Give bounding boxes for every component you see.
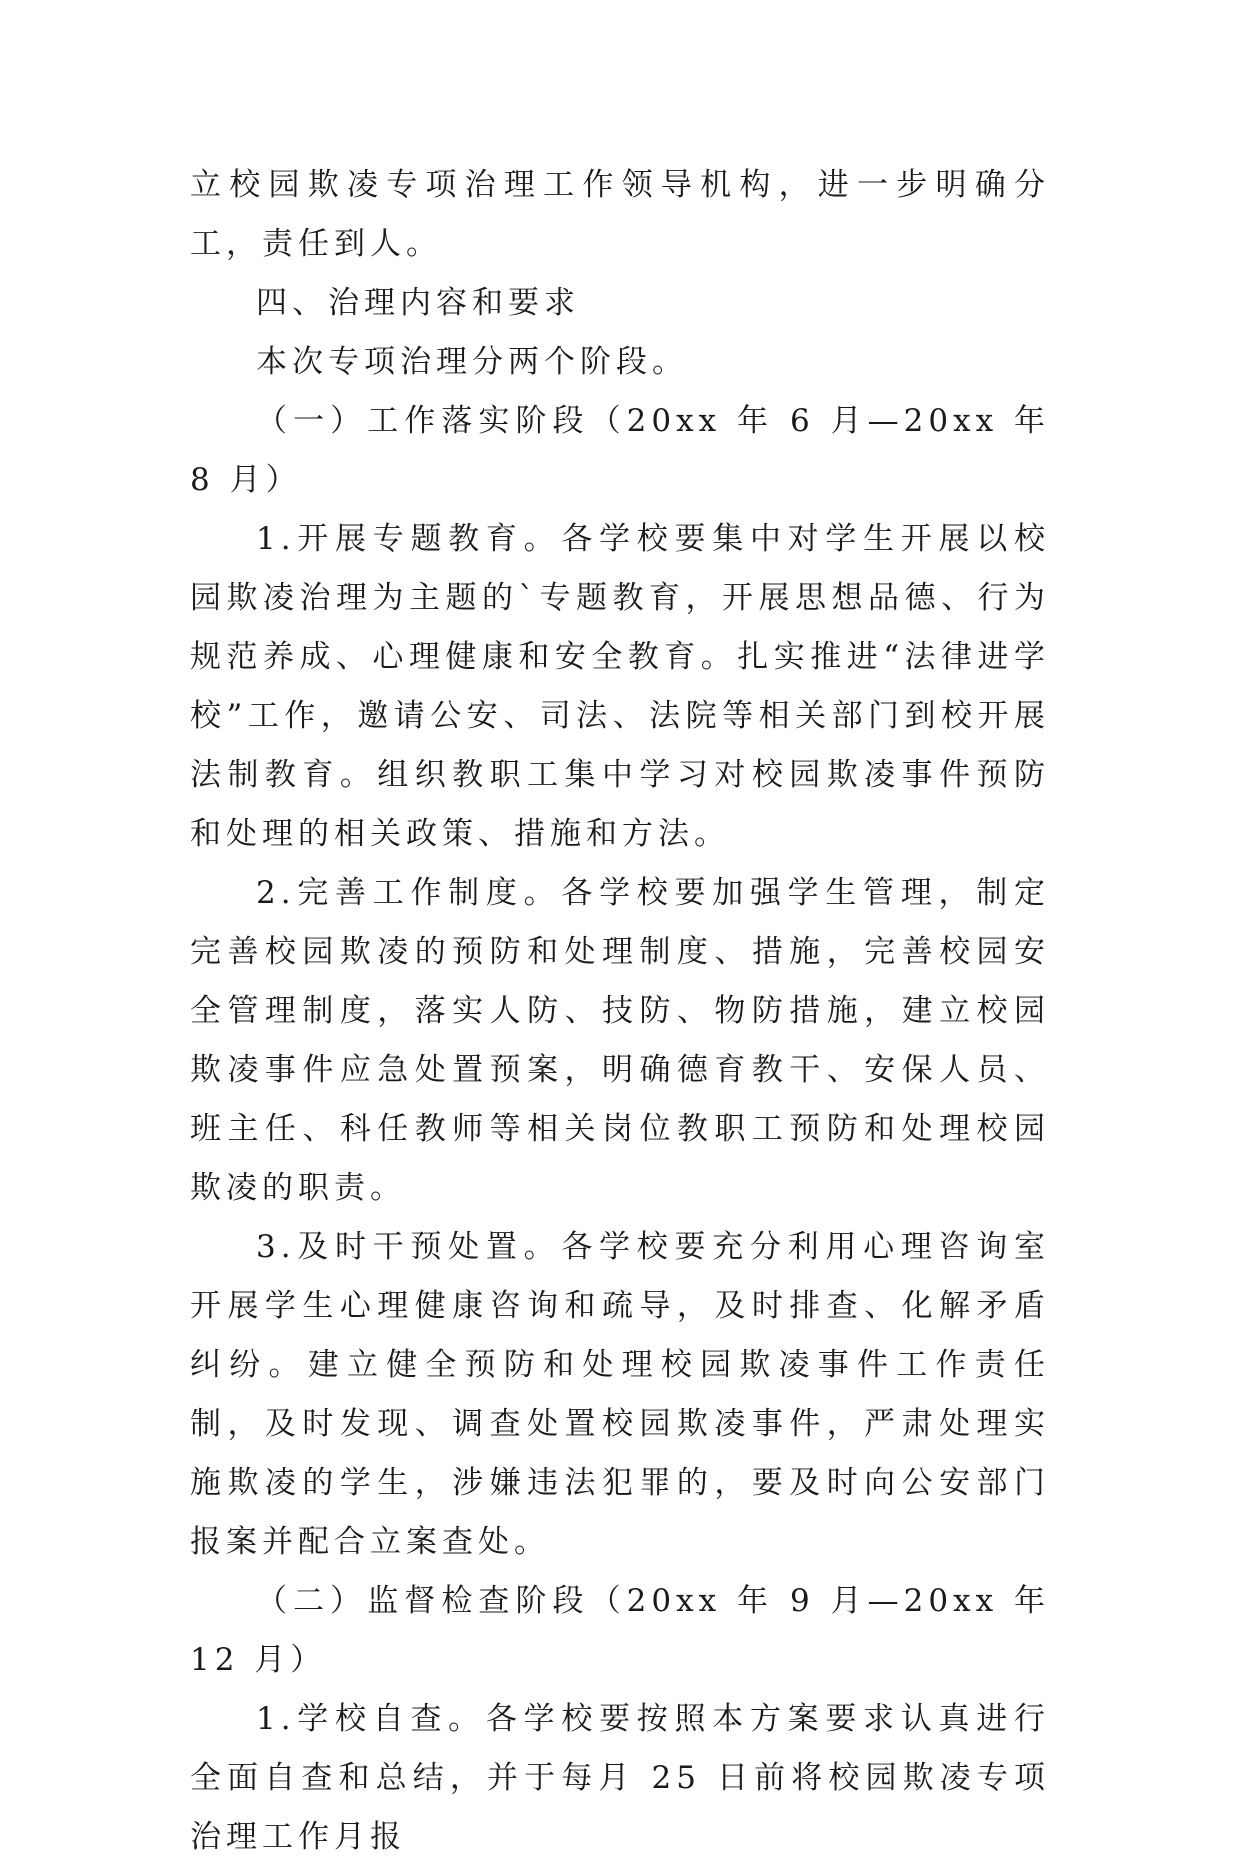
paragraph-item-2-system: 2.完善工作制度。各学校要加强学生管理，制定完善校园欺凌的预防和处理制度、措施，完善校园安全管理制度，落实人防、技防、物防措施，建立校园欺凌事件应急处置预案，明确德育教干、安保人员、班主任、科任教师等相关岗位教职工预防和处理校园欺凌的职责。: [190, 875, 1050, 1206]
paragraph-stages-intro: 本次专项治理分两个阶段。: [256, 344, 688, 380]
paragraph-item-3-intervention: 3.及时干预处置。各学校要充分利用心理咨询室开展学生心理健康咨询和疏导，及时排查、化解矛盾纠纷。建立健全预防和处理校园欺凌事件工作责任制，及时发现、调查处置校园欺凌事件，严肃处理实施欺凌的学生，涉嫌违法犯罪的，要及时向公安部门报案并配合立案查处。: [190, 1229, 1050, 1560]
section-heading-four: 四、治理内容和要求: [256, 285, 580, 321]
paragraph-item-1-education: 1.开展专题教育。各学校要集中对学生开展以校园欺凌治理为主题的`专题教育，开展思想品德、行为规范养成、心理健康和安全教育。扎实推进“法律进学校”工作，邀请公安、司法、法院等相关部门到校开展法制教育。组织教职工集中学习对校园欺凌事件预防和处理的相关政策、措施和方法。: [190, 521, 1050, 852]
subheading-stage-one: （一）工作落实阶段（20xx 年 6 月—20xx 年 8 月）: [190, 403, 1050, 498]
paragraph-item-1-self-check: 1.学校自查。各学校要按照本方案要求认真进行全面自查和总结，并于每月 25 日前将校园欺凌专项治理工作月报: [190, 1701, 1050, 1855]
subheading-stage-two: （二）监督检查阶段（20xx 年 9 月—20xx 年 12 月）: [190, 1583, 1050, 1678]
paragraph-continuation: 立校园欺凌专项治理工作领导机构，进一步明确分工，责任到人。: [190, 167, 1050, 262]
document-body: [190, 156, 1050, 1867]
